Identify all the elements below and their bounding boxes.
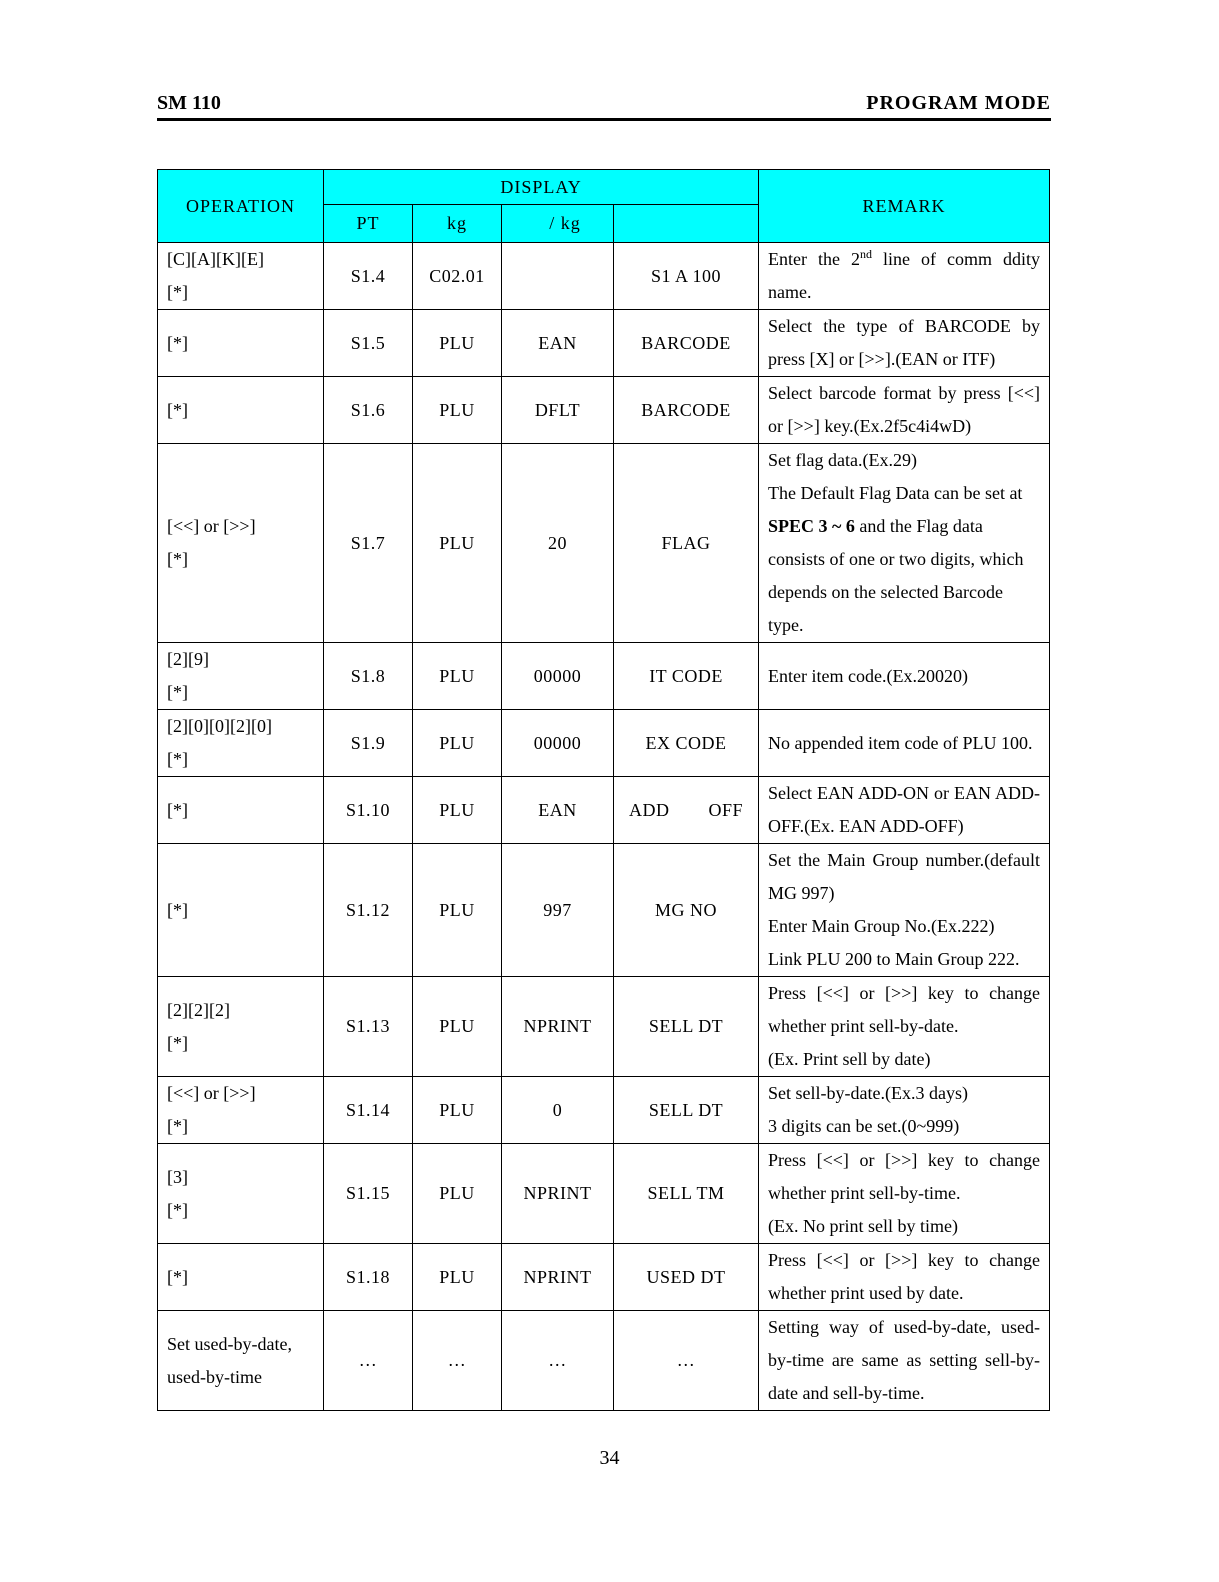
remark-cell: Set sell-by-date.(Ex.3 days) 3 digits can be set.(0~999) [759, 1077, 1050, 1144]
table-row [158, 710, 1050, 777]
kg-cell: C02.01 [413, 243, 502, 310]
page-number: 34 [599, 1447, 620, 1469]
price-cell: IT CODE [614, 643, 759, 710]
pt-cell: S1.12 [324, 844, 413, 977]
table-row [158, 1144, 1050, 1244]
remark-cell: Select the type of BARCODE by press [X] or [>>].(EAN or ITF) [759, 310, 1050, 377]
price-per-kg-cell: EAN [502, 310, 614, 377]
operation-cell: [2][0][0][2][0] [*] [158, 710, 324, 777]
operation-cell: [2][9] [*] [158, 643, 324, 710]
kg-cell: PLU [413, 1077, 502, 1144]
table-row [158, 977, 1050, 1077]
price-cell: SELL DT [614, 977, 759, 1077]
price-per-kg-cell: 00000 [502, 710, 614, 777]
kg-cell: PLU [413, 777, 502, 844]
price-cell: SELL TM [614, 1144, 759, 1244]
remark-cell: Enter item code.(Ex.20020) [759, 643, 1050, 710]
price-cell: … [614, 1311, 759, 1411]
table-row [158, 844, 1050, 977]
price-cell: S1 A 100 [614, 243, 759, 310]
table-row [158, 1077, 1050, 1144]
header-pt: PT [324, 205, 413, 243]
operation-cell: [*] [158, 844, 324, 977]
price-per-kg-cell: EAN [502, 777, 614, 844]
page-header [157, 92, 1051, 121]
table-row [158, 643, 1050, 710]
pt-cell: S1.9 [324, 710, 413, 777]
price-per-kg-cell: NPRINT [502, 1244, 614, 1311]
header-model: SM 110 [157, 92, 221, 114]
price-per-kg-cell: 00000 [502, 643, 614, 710]
remark-cell: Set the Main Group number.(default MG 997) Enter Main Group No.(Ex.222) Link PLU 200 to Main Group 222. [759, 844, 1050, 977]
table-row [158, 377, 1050, 444]
operation-cell: [*] [158, 777, 324, 844]
kg-cell: PLU [413, 310, 502, 377]
pt-cell: S1.15 [324, 1144, 413, 1244]
program-mode-table [157, 169, 1050, 1411]
kg-cell: PLU [413, 643, 502, 710]
header-remark: REMARK [759, 170, 1050, 243]
remark-cell: Select EAN ADD-ON or EAN ADD-OFF.(Ex. EAN ADD-OFF) [759, 777, 1050, 844]
table-row [158, 1244, 1050, 1311]
table-row [158, 1311, 1050, 1411]
price-per-kg-cell: NPRINT [502, 977, 614, 1077]
header-display: DISPLAY [324, 170, 759, 205]
header-price-per-kg: / kg [502, 205, 614, 243]
pt-cell: S1.5 [324, 310, 413, 377]
price-per-kg-cell: DFLT [502, 377, 614, 444]
operation-cell: [3] [*] [158, 1144, 324, 1244]
kg-cell: PLU [413, 844, 502, 977]
price-cell: FLAG [614, 444, 759, 643]
remark-cell: Select barcode format by press [<<] or [>>] key.(Ex.2f5c4i4wD) [759, 377, 1050, 444]
kg-cell: PLU [413, 710, 502, 777]
price-per-kg-cell: 0 [502, 1077, 614, 1144]
pt-cell: … [324, 1311, 413, 1411]
kg-cell: … [413, 1311, 502, 1411]
operation-cell: Set used-by-date, used-by-time [158, 1311, 324, 1411]
remark-cell: Set flag data.(Ex.29) The Default Flag Data can be set at SPEC 3 ~ 6 and the Flag data consists of one or two digits, which depends on the selected Barcode type. [759, 444, 1050, 643]
price-cell: MG NO [614, 844, 759, 977]
remark-cell: Press [<<] or [>>] key to change whether print sell-by-time. (Ex. No print sell by time) [759, 1144, 1050, 1244]
price-per-kg-cell [502, 243, 614, 310]
pt-cell: S1.13 [324, 977, 413, 1077]
kg-cell: PLU [413, 1144, 502, 1244]
operation-cell: [<<] or [>>] [*] [158, 1077, 324, 1144]
pt-cell: S1.4 [324, 243, 413, 310]
price-cell: BARCODE [614, 310, 759, 377]
price-cell: BARCODE [614, 377, 759, 444]
pt-cell: S1.8 [324, 643, 413, 710]
pt-cell: S1.10 [324, 777, 413, 844]
kg-cell: PLU [413, 377, 502, 444]
pt-cell: S1.6 [324, 377, 413, 444]
remark-cell: Setting way of used-by-date, used-by-time are same as setting sell-by-date and sell-by-time. [759, 1311, 1050, 1411]
operation-cell: [*] [158, 377, 324, 444]
price-per-kg-cell: NPRINT [502, 1144, 614, 1244]
price-per-kg-cell: 20 [502, 444, 614, 643]
header-kg: kg [413, 205, 502, 243]
table-row [158, 243, 1050, 310]
remark-cell: No appended item code of PLU 100. [759, 710, 1050, 777]
remark-cell: Press [<<] or [>>] key to change whether print sell-by-date. (Ex. Print sell by date) [759, 977, 1050, 1077]
header-price [614, 205, 759, 243]
operation-cell: [*] [158, 310, 324, 377]
price-cell: USED DT [614, 1244, 759, 1311]
kg-cell: PLU [413, 1244, 502, 1311]
price-cell: ADD OFF [614, 777, 759, 844]
header-section: PROGRAM MODE [866, 92, 1051, 114]
table-row [158, 444, 1050, 643]
pt-cell: S1.7 [324, 444, 413, 643]
price-per-kg-cell: … [502, 1311, 614, 1411]
remark-cell: Press [<<] or [>>] key to change whether print used by date. [759, 1244, 1050, 1311]
header-operation: OPERATION [158, 170, 324, 243]
kg-cell: PLU [413, 444, 502, 643]
operation-cell: [C][A][K][E] [*] [158, 243, 324, 310]
kg-cell: PLU [413, 977, 502, 1077]
remark-cell: Enter the 2nd line of comm ddity name. [759, 243, 1050, 310]
operation-cell: [2][2][2] [*] [158, 977, 324, 1077]
pt-cell: S1.14 [324, 1077, 413, 1144]
table-row [158, 777, 1050, 844]
price-per-kg-cell: 997 [502, 844, 614, 977]
table-row [158, 310, 1050, 377]
operation-cell: [<<] or [>>] [*] [158, 444, 324, 643]
price-cell: EX CODE [614, 710, 759, 777]
price-cell: SELL DT [614, 1077, 759, 1144]
pt-cell: S1.18 [324, 1244, 413, 1311]
operation-cell: [*] [158, 1244, 324, 1311]
